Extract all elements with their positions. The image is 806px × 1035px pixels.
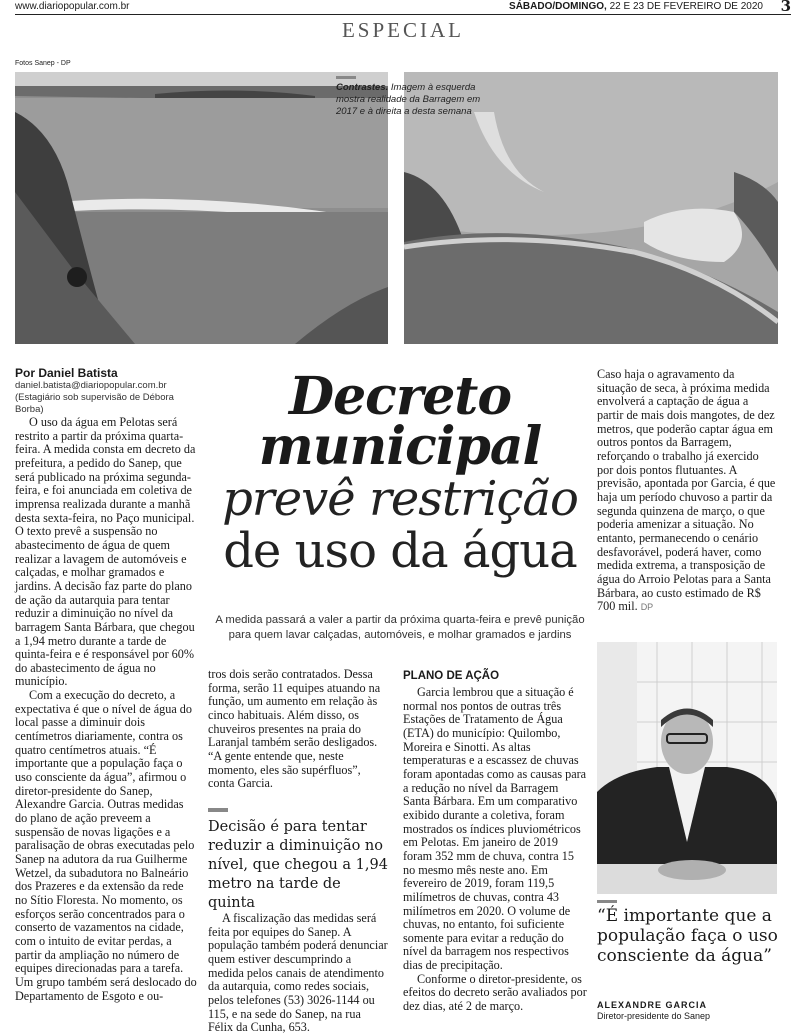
- headline-line-1: Decreto: [288, 366, 512, 427]
- article-column-2: [208, 668, 388, 791]
- quote-author: ALEXANDRE GARCIA: [597, 1000, 708, 1010]
- featured-quote: “É importante que a população faça o uso consciente da água”: [597, 906, 778, 966]
- caption-rule: [336, 76, 356, 79]
- headline-line-4: de uso da água: [223, 523, 577, 579]
- paragraph: Garcia lembrou que a situação é normal nos pontos de outras três Estações de Tratamento de Água (ETA) do município: Quilombo, Moreira e Sinotti. As altas temperaturas e a escassez de chuvas foram apontadas como as causas para a redução no nível da Barragem Santa Bárbara. Em um comparativo exibido durante a coletiva, foram mostrados os índices pluviométricos em Pelotas. Em janeiro de 2019 foram 352 mm de chuva, contra 15 no mesmo mês neste ano. Em fevereiro de 2019, foram 119,5 milímetros de chuvas, contra 43 milímetros em 2020. O volume de chuvas, no entanto, foi suficiente somente para evitar a redução do nível da barragem nos respectivos dias de precipitação.: [403, 685, 587, 973]
- pull-quote-rule: [208, 808, 228, 812]
- dam-photo-2017: [15, 72, 388, 344]
- quote-rule: [597, 900, 617, 903]
- edition-date: SÁBADO/DOMINGO, 22 E 23 DE FEVEREIRO DE 2020: [509, 1, 763, 12]
- article-column-1: [15, 416, 198, 1003]
- column-3-body: [403, 686, 588, 1014]
- section-title: ESPECIAL: [341, 18, 464, 42]
- subheadline-deck: A medida passará a valer a partir da próxima quarta-feira e prevê punição para quem lavar calçadas, automóveis, e molhar gramados e jardins: [215, 614, 585, 641]
- paragraph: O uso da água em Pelotas será restrito a partir da próxima quarta-feira. A medida consta em decreto da prefeitura, a pedido do Sanep, que será publicado na próxima segunda-feira, e foi anunciada em coletiva de imprensa realizada durante a manhã desta sexta-feira, no Paço municipal. O texto prevê a suspensão no abastecimento de água de quem realizar a lavagem de automóveis e calçadas, e molhar gramados e jardins. A decisão faz parte do plano de ação da autarquia para tentar reduzir a diminuição no nível da barragem Santa Bárbara, que chegou a 1,94 metro durante a tarde de quinta-feira e é responsável por 60% do abastecimento de água no município.: [15, 415, 196, 689]
- photo-credit: Fotos Sanep - DP: [15, 60, 71, 67]
- portrait-photo: [597, 642, 777, 894]
- end-tag: DP: [640, 602, 654, 613]
- paragraph: A fiscalização das medidas será feita por equipes do Sanep. A população também poderá denunciar quem estiver descumprindo a medida pelos canais de atendimento da autarquia, como redes sociais, pelos telefones (53) 3026-1144 ou 115, e na sede do Sanep, na rua Félix da Cunha, 653.: [208, 911, 388, 1035]
- article-column-2b: [208, 912, 388, 1035]
- website-url: www.diariopopular.com.br: [15, 1, 130, 12]
- byline: [15, 366, 203, 416]
- paragraph: Com a execução do decreto, a expectativa é que o nível de água do local passe a diminuir dois centímetros diariamente, contra os quatro centímetros atuais. “É importante que a população faça o uso consciente da água”, afirmou o diretor-presidente do Sanep, Alexandre Garcia. Outras medidas do plano de ação preveem a suspensão de novas ligações e a paralisação de obras executadas pelo Sanep na adutora da rua Guilherme Wetzel, da subadutora no Balneário dos Prazeres e da extensão da rede no Sítio Floresta. No momento, os esforços serão concentrados para o conserto de vazamentos na cidade, com o intuito de evitar perdas, a partir da ampliação no número de equipes direcionadas para a tarefa. Um grupo também será deslocado do Departamento de Esgoto e ou-: [15, 688, 197, 1003]
- paragraph: Conforme o diretor-presidente, os efeitos do decreto serão avaliados por dez dias, até 2 de março.: [403, 971, 587, 1014]
- author-name: Por Daniel Batista: [15, 366, 118, 380]
- headline-line-3: prevê restrição: [222, 471, 578, 527]
- photo-caption: Contrastes. Imagem à esquerda mostra realidade da Barragem em 2017 e à direita a desta semana: [336, 76, 486, 118]
- section-subhead: PLANO DE AÇÃO: [403, 670, 500, 682]
- article-column-3: [403, 670, 588, 1014]
- paragraph: Caso haja o agravamento da situação de seca, à próxima medida envolverá a captação de água a partir de mais dois mangotes, de dez metros, que poderão captar água em outros pontos da Barragem, reforçando o trabalho já exercido por dois pontos flutuantes. A previsão, apontada por Garcia, é que haja um período chuvoso a partir da segunda quinzena de março, o que poderia amenizar a situação. No entanto, permanecendo o cenário desfavorável, poderá haver, como medida extrema, a transposição de água do Arroio Pelotas para a Santa Bárbara, ao custo estimado de R$ 700 mil. DP: [597, 367, 776, 614]
- author-note: (Estagiário sob supervisão de Débora Borba): [15, 392, 174, 415]
- author-email: daniel.batista@diariopopular.com.br: [15, 380, 167, 391]
- pull-quote: Decisão é para tentar reduzir a diminuição no nível, que chegou a 1,94 metro na tarde de quinta: [208, 819, 388, 911]
- page-header: [15, 0, 791, 15]
- page-number: 3: [780, 0, 791, 15]
- headline: [205, 366, 595, 579]
- article-column-4: [597, 368, 777, 615]
- headline-line-2: municipal: [258, 416, 542, 477]
- quote-author-role: Diretor-presidente do Sanep: [597, 1011, 711, 1021]
- paragraph: tros dois serão contratados. Dessa forma, serão 11 equipes atuando na função, um aumento em relação às cinco habituais. Além disso, os chuveiros presentes na praia do Laranjal também serão desligados. “A gente entende que, neste momento, eles são supérfluos”, conta Garcia.: [208, 667, 381, 791]
